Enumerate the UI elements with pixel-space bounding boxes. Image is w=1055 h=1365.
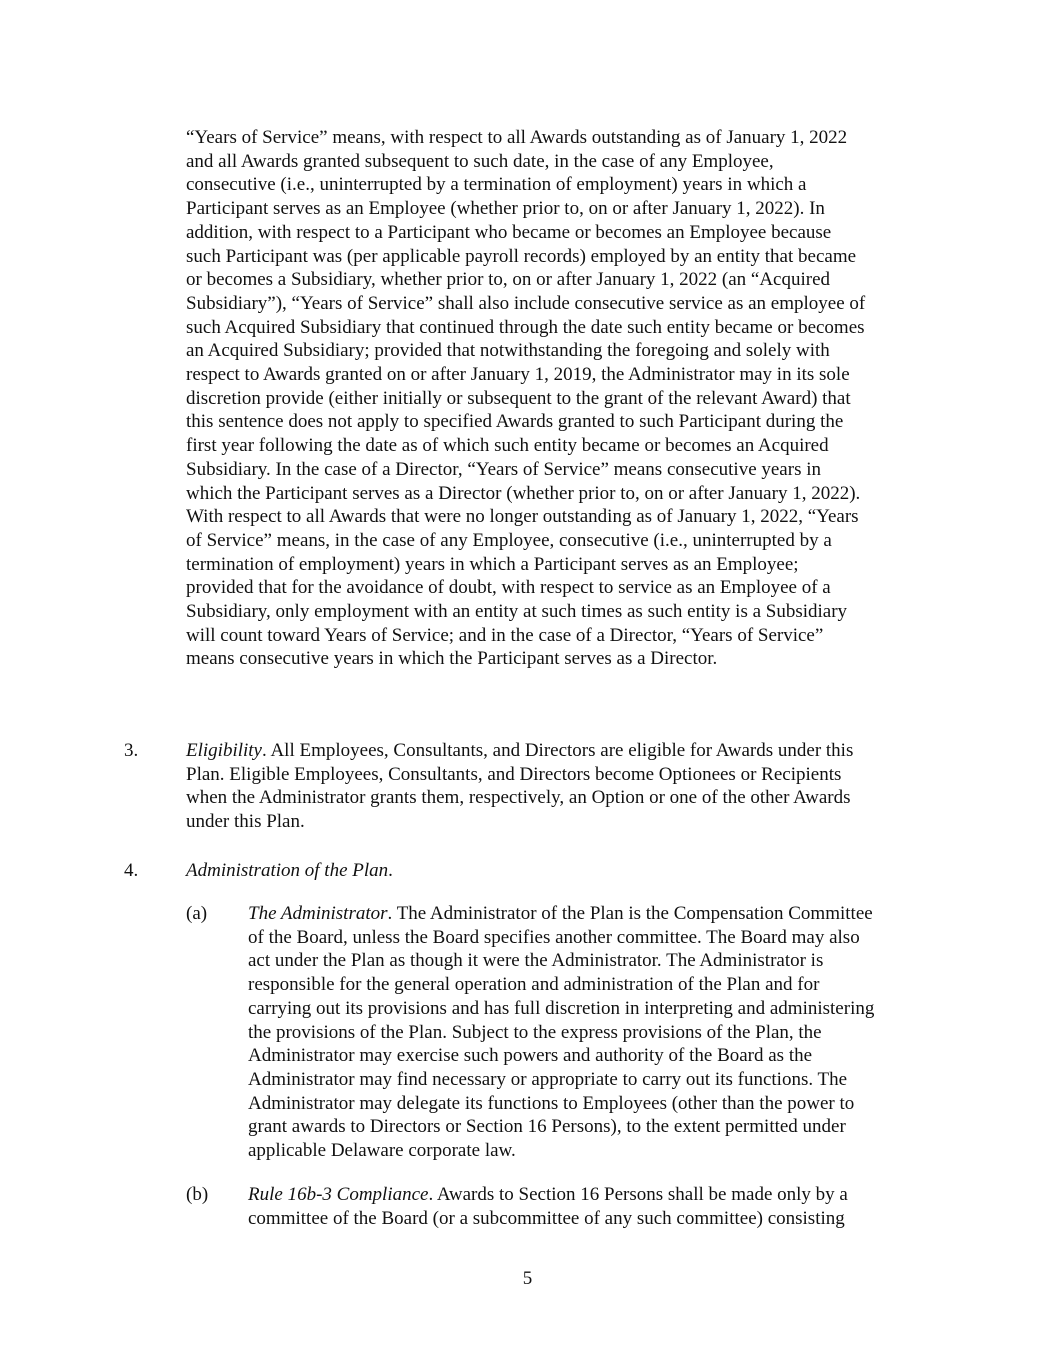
page-number: 5 [522, 1268, 533, 1289]
subsection-b-body: . Awards to Section 16 Persons shall be made only by a committee of the Board (or a subcommittee of any such committee) consisting [248, 1184, 848, 1229]
section-4-heading: Administration of the Plan [186, 860, 389, 881]
section-4-number: 4. [124, 860, 139, 881]
subsection-b-heading: Rule 16b-3 Compliance [248, 1184, 429, 1205]
section-3-eligibility [186, 739, 946, 834]
section-3-body: . All Employees, Consultants, and Directors are eligible for Awards under this Plan. Eligible Employees, Consultants, and Directors become Optionees or Recipients when the Administrator grants them, respectively, an Option or one of the other Awards under this Plan. [186, 740, 854, 833]
years-of-service-definition: “Years of Service” means, with respect to all Awards outstanding as of January 1, 2022 and all Awards granted subsequent to such date, in the case of any Employee, consecutive (i.e., uninterrupted by a termination of employment) years in which a Participant serves as an Employee (whether prior to, on or after January 1, 2022). In addition, with respect to a Participant who became or becomes an Employee because such Participant was (per applicable payroll records) employed by an entity that became or becomes a Subsidiary, whether prior to, on or after January 1, 2022 (an “Acquired Subsidiary”), “Years of Service” shall also include consecutive service as an employee of such Acquired Subsidiary that continued through the date such entity became or becomes an Acquired Subsidiary; provided that notwithstanding the foregoing and solely with respect to Awards granted on or after January 1, 2019, the Administrator may in its sole discretion provide (either initially or subsequent to the grant of the relevant Award) that this sentence does not apply to specified Awards granted to such Participant during the first year following the date as of which such entity became or becomes an Acquired Subsidiary. In the case of a Director, “Years of Service” means consecutive years in which the Participant serves as a Director (whether prior to, on or after January 1, 2022). With respect to all Awards that were no longer outstanding as of January 1, 2022, “Years of Service” means, in the case of any Employee, consecutive (i.e., uninterrupted by a termination of employment) years in which a Participant serves as an Employee; provided that for the avoidance of doubt, with respect to service as an Employee of a Subsidiary, only employment with an entity at such times as such entity is a Subsidiary will count toward Years of Service; and in the case of a Director, “Years of Service” means consecutive years in which the Participant serves as a Director. [186, 127, 866, 670]
subsection-a-label: (a) [186, 903, 208, 924]
subsection-b-label: (b) [186, 1184, 209, 1205]
section-3-number: 3. [124, 740, 139, 761]
subsection-b-rule-16b-3-compliance [248, 1183, 948, 1230]
section-4-heading-suffix: . [388, 860, 393, 881]
subsection-a-heading: The Administrator [248, 903, 388, 924]
subsection-a-the-administrator [248, 902, 948, 1163]
section-4-title [186, 859, 946, 883]
section-3-heading: Eligibility [186, 740, 262, 761]
subsection-a-body: . The Administrator of the Plan is the Compensation Committee of the Board, unless the Board specifies another committee. The Board may also act under the Plan as though it were the Administrator. The Administrator is responsible for the general operation and administration of the Plan and for carrying out its provisions and has full discretion in interpreting and administering the provisions of the Plan. Subject to the express provisions of the Plan, the Administrator may exercise such powers and authority of the Board as the Administrator may find necessary or appropriate to carry out its functions. The Administrator may delegate its functions to Employees (other than the power to grant awards to Directors or Section 16 Persons), to the extent permitted under applicable Delaware corporate law. [248, 903, 875, 1162]
